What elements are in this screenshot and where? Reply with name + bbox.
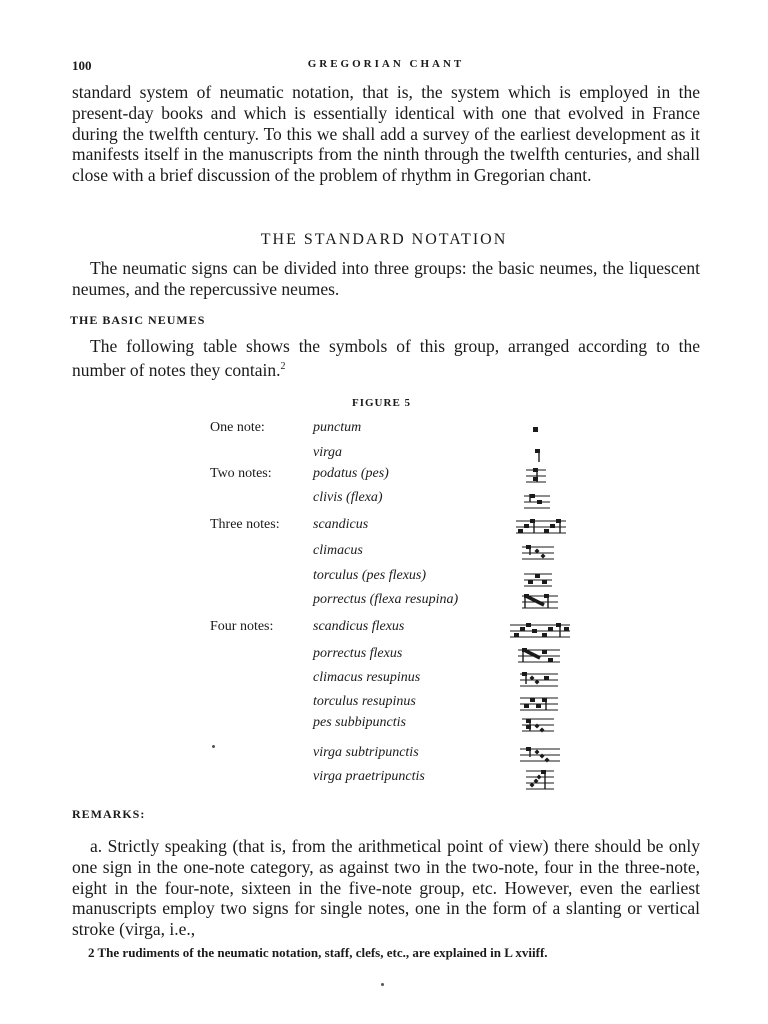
neume-name: scandicus: [313, 517, 369, 532]
neume-name: virga: [313, 445, 343, 460]
table-intro-text: The following table shows the symbols of this group, arranged according to the number of notes they contain.: [72, 336, 700, 380]
figure-title: FIGURE 5: [352, 397, 412, 409]
neume-name: climacus resupinus: [313, 670, 421, 685]
remarks-paragraph: a. Strictly speaking (that is, from the arithmetical point of view) there should be only one sign in the one-note category, as against two in the two-note, four in the three-note, eight in the four-note, sixteen in the five-note group, etc. However, even the earliest manuscripts employ two signs for single notes, one in the form of a slanting or vertical stroke (virga, i.e.,: [72, 836, 700, 940]
neume-name: torculus (pes flexus): [313, 568, 427, 583]
note-count-label: Four notes:: [210, 619, 274, 634]
neume-name: clivis (flexa): [313, 490, 383, 505]
neume-name: torculus resupinus: [313, 694, 416, 709]
ink-speck: [381, 983, 384, 986]
neume-name: virga praetripunctis: [313, 769, 425, 784]
note-count-label: Three notes:: [210, 517, 280, 532]
neume-name: podatus (pes): [313, 466, 389, 481]
podatus-neume-icon: [510, 464, 570, 488]
running-header: [72, 58, 700, 74]
footnote: 2 The rudiments of the neumatic notation, staff, clefs, etc., are explained in L xviiff.: [88, 945, 548, 960]
subheading: THE BASIC NEUMES: [70, 313, 206, 327]
climacus-neume-icon: [510, 541, 570, 565]
note-count-label: One note:: [210, 420, 265, 435]
porrectus-neume-icon: [510, 590, 570, 614]
neume-name: pes subbipunctis: [313, 715, 406, 730]
running-title: GREGORIAN CHANT: [307, 58, 465, 70]
pes-subbipunctis-neume-icon: [510, 713, 570, 737]
note-count-label: Two notes:: [210, 466, 272, 481]
punctum-neume-icon: [510, 418, 570, 442]
section-title: THE STANDARD NOTATION: [260, 231, 508, 248]
neume-name: punctum: [313, 420, 362, 435]
remarks-heading: REMARKS:: [72, 807, 146, 821]
intro-paragraph: standard system of neumatic notation, that is, the system which is employed in the present-day books and which is essentially identical with one that evolved in France during the twelfth century. To this we shall add a survey of the earliest development as it manifests itself in the manuscripts from the ninth through the twelfth centuries, and shall close with a brief discussion of the problem of rhythm in Gregorian chant.: [72, 82, 700, 186]
neume-name: virga subtripunctis: [313, 745, 419, 760]
virga-praetripunctis-neume-icon: [510, 767, 570, 791]
torculus-neume-icon: [510, 566, 570, 590]
neume-name: scandicus flexus: [313, 619, 405, 634]
table-intro-paragraph: [72, 336, 700, 380]
ink-speck: [212, 745, 215, 748]
climacus-resupinus-neume-icon: [510, 668, 570, 692]
scandicus-neume-icon: [510, 515, 570, 539]
section-paragraph: The neumatic signs can be divided into three groups: the basic neumes, the liquescent neumes, and the repercussive neumes.: [72, 258, 700, 299]
footnote-mark: 2: [280, 360, 286, 372]
virga-subtripunctis-neume-icon: [510, 743, 570, 767]
scandicus-flexus-neume-icon: [510, 617, 570, 641]
porrectus-flexus-neume-icon: [510, 644, 570, 668]
neume-name: porrectus flexus: [313, 646, 403, 661]
clivis-neume-icon: [510, 488, 570, 512]
page-number: 100: [72, 58, 92, 73]
neume-name: climacus: [313, 543, 363, 558]
neume-name: porrectus (flexa resupina): [313, 592, 459, 607]
